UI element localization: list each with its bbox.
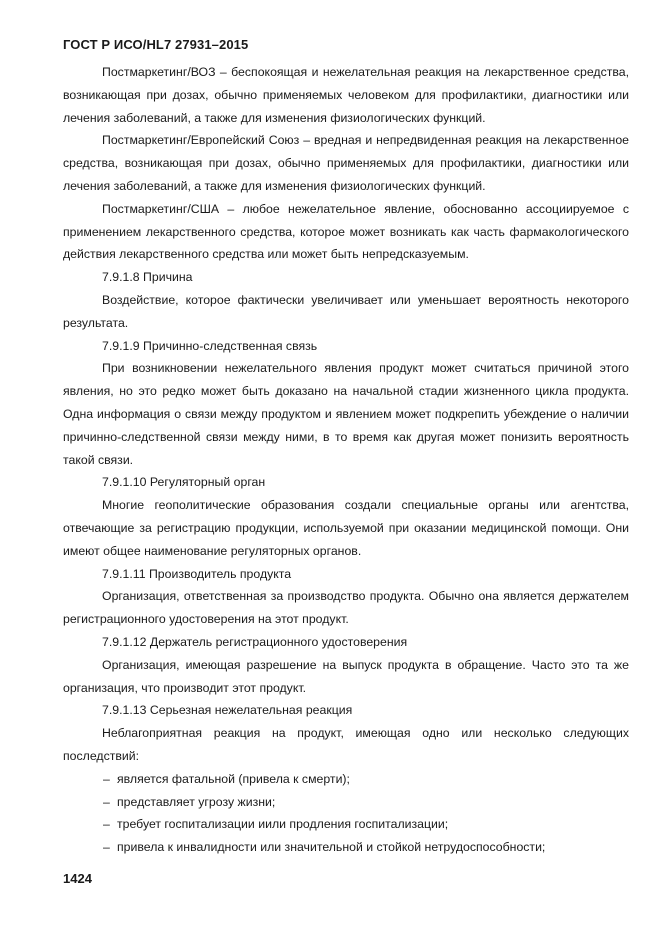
paragraph-cause: Воздействие, которое фактически увеличивает или уменьшает вероятность некоторого результата. — [63, 292, 629, 330]
list-item-text: требует госпитализации иили продления госпитализации; — [117, 817, 449, 832]
paragraph-serious-reaction: Неблагоприятная реакция на продукт, имеющая одно или несколько следующих последствий: — [63, 726, 629, 763]
list-dash-marker: – — [103, 771, 110, 786]
list-dash-marker: – — [103, 817, 110, 832]
list-item — [63, 836, 629, 859]
list-dash-marker: – — [103, 840, 110, 855]
document-header-code: ГОСТ Р ИСО/HL7 27931–2015 — [63, 37, 249, 52]
list-item-text: является фатальной (привела к смерти); — [117, 771, 350, 786]
section-heading-license-holder: 7.9.1.12 Держатель регистрационного удостоверения — [102, 634, 408, 649]
document-body — [63, 61, 629, 859]
paragraph-license-holder: Организация, имеющая разрешение на выпуск продукта в обращение. Часто это та же организация, что производит этот продукт. — [63, 657, 629, 695]
list-dash-marker: – — [103, 794, 110, 809]
section-heading-serious-reaction: 7.9.1.13 Серьезная нежелательная реакция — [102, 703, 353, 718]
consequences-list — [63, 768, 629, 859]
list-item — [63, 768, 629, 791]
list-item-text: представляет угрозу жизни; — [117, 794, 276, 809]
paragraph-usa-definition: Постмаркетинг/США – любое нежелательное явление, обоснованно ассоциируемое с применением лекарственного средства, которое может возникать как часть фармакологического действия лекарственного средства или может быть непредсказуемым. — [63, 201, 629, 262]
list-item — [63, 813, 629, 836]
paragraph-regulator: Многие геополитические образования создали специальные органы или агентства, отвечающие за регистрацию продукции, используемой при оказании медицинской помощи. Они имеют общее наименование регуляторных органов. — [63, 498, 629, 558]
page-number: 1424 — [63, 871, 92, 886]
section-heading-regulator: 7.9.1.10 Регуляторный орган — [102, 475, 266, 490]
paragraph-causality: При возникновении нежелательного явления продукт может считаться причиной этого явления, но это редко может быть доказано на начальной стадии жизненного цикла продукта. Одна информация о связи между продуктом и явлением может подкрепить убеждение о наличии причинно-следственной связи между ними, в то время как другая может понизить вероятность такой связи. — [63, 361, 629, 467]
section-heading-cause: 7.9.1.8 Причина — [102, 270, 193, 285]
paragraph-eu-definition: Постмаркетинг/Европейский Союз – вредная и непредвиденная реакция на лекарственное средства, возникающая при дозах, обычно применяемых для профилактики, диагностики или лечения заболеваний, а также для изменения физиологических функций. — [63, 133, 629, 193]
list-item — [63, 791, 629, 814]
section-heading-causality: 7.9.1.9 Причинно-следственная связь — [102, 338, 318, 353]
paragraph-manufacturer: Организация, ответственная за производство продукта. Обычно она является держателем регистрационного удостоверения на этот продукт. — [63, 589, 629, 627]
section-heading-manufacturer: 7.9.1.11 Производитель продукта — [102, 566, 292, 581]
list-item-text: привела к инвалидности или значительной и стойкой нетрудоспособности; — [117, 840, 546, 855]
paragraph-who-definition: Постмаркетинг/ВОЗ – беспокоящая и нежелательная реакция на лекарственное средства, возникающая при дозах, обычно применяемых человеком для профилактики, диагностики или лечения заболеваний, а также для изменения физиологических функций. — [63, 65, 629, 125]
